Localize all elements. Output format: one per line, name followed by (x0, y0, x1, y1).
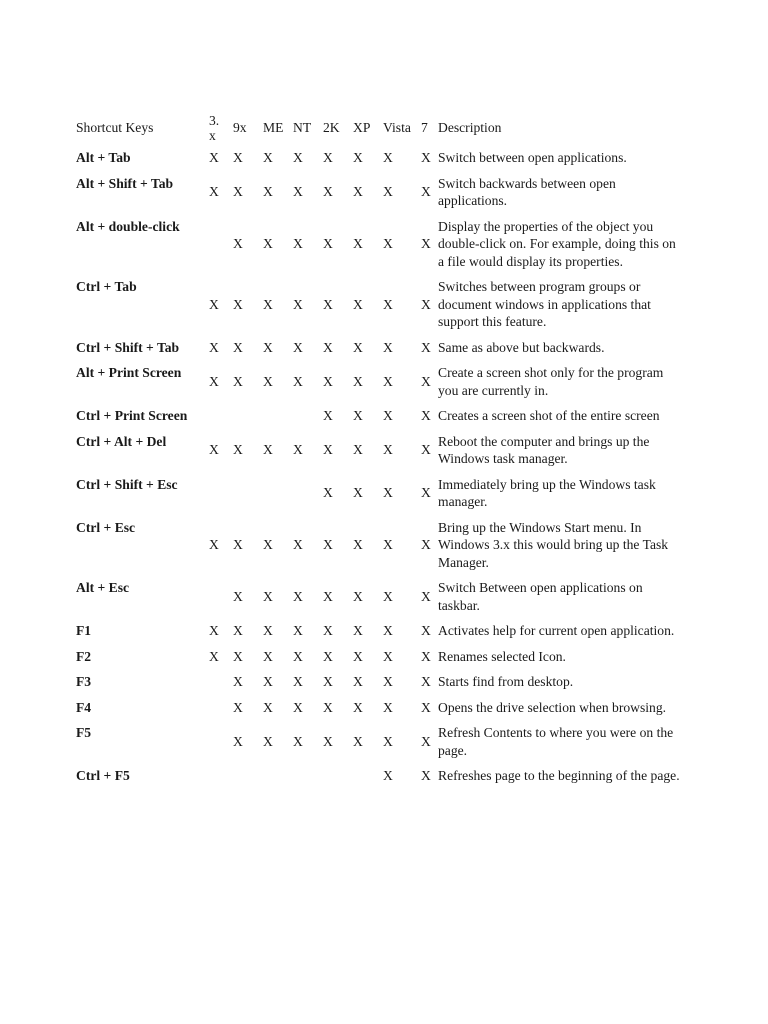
support-mark-7: X (421, 537, 431, 552)
support-mark-9x: X (233, 733, 243, 749)
shortcut-key-cell: Ctrl + Alt + Del (76, 433, 167, 449)
support-mark-2k: X (323, 184, 333, 200)
shortcut-keys-table (72, 110, 683, 790)
support-mark-nt: X (293, 236, 303, 251)
table-row (72, 336, 683, 362)
description-cell: Reboot the computer and brings up the Windows task manager. (438, 433, 650, 466)
support-mark-vista: X (383, 537, 393, 552)
support-mark-xp: X (353, 588, 363, 604)
shortcut-key-cell: Ctrl + F5 (76, 768, 130, 783)
description-cell: Starts find from desktop. (438, 674, 574, 689)
support-mark-xp: X (353, 537, 363, 552)
support-mark-9x: X (233, 236, 243, 251)
support-mark-3x: X (209, 150, 219, 165)
support-mark-7: X (421, 296, 431, 312)
support-mark-vista: X (383, 150, 393, 165)
support-mark-9x (229, 473, 259, 516)
support-mark-2k (319, 764, 349, 790)
support-mark-xp: X (353, 485, 363, 501)
shortcut-key-cell: Alt + Esc (76, 580, 130, 595)
support-mark-nt: X (293, 296, 303, 312)
support-mark-me: X (263, 648, 273, 664)
support-mark-3x: X (209, 296, 219, 312)
description-cell: Switch between open applications. (438, 150, 627, 165)
shortcut-key-cell: Ctrl + Shift + Tab (76, 339, 180, 355)
description-cell: Refreshes page to the beginning of the page. (438, 768, 680, 783)
shortcut-key-cell: F1 (76, 623, 92, 638)
support-mark-2k: X (323, 733, 333, 749)
support-mark-3x: X (209, 623, 219, 638)
support-mark-9x: X (233, 373, 243, 389)
table-row (72, 473, 683, 516)
support-mark-nt: X (293, 733, 303, 749)
support-mark-vista: X (383, 485, 393, 501)
description-cell: Create a screen shot only for the program you are currently in. (438, 365, 664, 398)
support-mark-me: X (263, 588, 273, 604)
support-mark-7: X (421, 648, 431, 664)
support-mark-nt (289, 473, 319, 516)
support-mark-2k: X (323, 442, 333, 458)
support-mark-7: X (421, 339, 431, 355)
support-mark-3x: X (209, 537, 219, 552)
support-mark-2k: X (323, 150, 333, 165)
support-mark-nt: X (293, 373, 303, 389)
support-mark-vista: X (383, 648, 393, 664)
support-mark-3x (205, 721, 229, 764)
support-mark-vista: X (383, 339, 393, 355)
support-mark-nt: X (293, 339, 303, 355)
table-row (72, 696, 683, 722)
support-mark-7: X (421, 768, 431, 783)
shortcut-key-cell: Alt + Shift + Tab (76, 175, 174, 191)
support-mark-nt: X (293, 150, 303, 165)
support-mark-7: X (421, 184, 431, 200)
support-mark-9x (229, 404, 259, 430)
table-row (72, 361, 683, 404)
table-row (72, 670, 683, 696)
shortcut-key-cell: F3 (76, 674, 92, 689)
description-cell: Display the properties of the object you double-click on. For example, doing this on a file would display its properties. (438, 218, 676, 269)
support-mark-vista: X (383, 768, 393, 783)
support-mark-3x: X (209, 442, 219, 458)
support-mark-me: X (263, 674, 273, 689)
header-os-vista: Vista (383, 120, 411, 136)
support-mark-3x (205, 473, 229, 516)
description-cell: Switch Between open applications on taskbar. (438, 580, 643, 613)
support-mark-vista: X (383, 184, 393, 200)
support-mark-me: X (263, 623, 273, 638)
header-os-me: ME (263, 120, 284, 136)
support-mark-2k: X (323, 588, 333, 604)
support-mark-9x: X (233, 150, 243, 165)
support-mark-2k: X (323, 296, 333, 312)
description-cell: Switch backwards between open applications. (438, 175, 616, 208)
support-mark-7: X (421, 408, 431, 423)
support-mark-me: X (263, 236, 273, 251)
support-mark-9x: X (233, 648, 243, 664)
table-row (72, 404, 683, 430)
table-row (72, 764, 683, 790)
support-mark-me: X (263, 150, 273, 165)
shortcut-key-cell: Ctrl + Tab (76, 279, 137, 294)
description-cell: Switches between program groups or document windows in applications that support this feature. (438, 279, 651, 329)
support-mark-7: X (421, 699, 431, 715)
support-mark-9x: X (233, 296, 243, 312)
support-mark-vista: X (383, 733, 393, 749)
table-body (72, 146, 683, 790)
support-mark-nt: X (293, 674, 303, 689)
support-mark-xp: X (353, 408, 363, 423)
header-os-9x: 9x (233, 120, 247, 136)
support-mark-2k: X (323, 648, 333, 664)
support-mark-7: X (421, 588, 431, 604)
header-description: Description (438, 120, 502, 136)
support-mark-3x (205, 696, 229, 722)
support-mark-9x: X (233, 442, 243, 458)
support-mark-vista: X (383, 442, 393, 458)
support-mark-me: X (263, 733, 273, 749)
shortcut-key-cell: Ctrl + Esc (76, 519, 136, 535)
support-mark-3x: X (209, 648, 219, 664)
support-mark-2k: X (323, 485, 333, 501)
support-mark-xp: X (353, 699, 363, 715)
support-mark-3x (205, 404, 229, 430)
shortcut-key-cell: Ctrl + Shift + Esc (76, 476, 178, 492)
description-cell: Activates help for current open application. (438, 623, 675, 638)
shortcut-key-cell: F4 (76, 699, 92, 715)
support-mark-nt: X (293, 699, 303, 715)
description-cell: Bring up the Windows Start menu. In Windows 3.x this would bring up the Task Manager. (438, 519, 669, 570)
support-mark-xp: X (353, 296, 363, 312)
support-mark-2k: X (323, 699, 333, 715)
support-mark-vista: X (383, 373, 393, 389)
support-mark-xp: X (353, 648, 363, 664)
table-header-row (72, 110, 683, 146)
support-mark-3x: X (209, 373, 219, 389)
shortcut-key-cell: Alt + Tab (76, 150, 131, 165)
support-mark-3x (205, 215, 229, 276)
support-mark-7: X (421, 733, 431, 749)
support-mark-nt: X (293, 588, 303, 604)
header-shortcut-keys: Shortcut Keys (76, 120, 154, 136)
support-mark-nt: X (293, 184, 303, 200)
support-mark-vista: X (383, 408, 393, 423)
shortcut-key-cell: Alt + Print Screen (76, 365, 182, 380)
shortcut-key-cell: Ctrl + Print Screen (76, 408, 188, 423)
support-mark-2k: X (323, 236, 333, 251)
table-row (72, 619, 683, 645)
support-mark-nt: X (293, 623, 303, 638)
shortcut-key-cell: Alt + double-click (76, 218, 180, 234)
support-mark-me: X (263, 373, 273, 389)
support-mark-vista: X (383, 623, 393, 638)
support-mark-2k: X (323, 623, 333, 638)
support-mark-xp: X (353, 623, 363, 638)
support-mark-me: X (263, 339, 273, 355)
support-mark-vista: X (383, 674, 393, 689)
support-mark-9x: X (233, 339, 243, 355)
support-mark-3x (205, 764, 229, 790)
support-mark-xp: X (353, 184, 363, 200)
support-mark-nt: X (293, 648, 303, 664)
support-mark-7: X (421, 442, 431, 458)
support-mark-xp: X (353, 442, 363, 458)
support-mark-2k: X (323, 408, 333, 423)
support-mark-7: X (421, 150, 431, 165)
description-cell: Same as above but backwards. (438, 339, 605, 355)
table-row (72, 275, 683, 336)
table-row (72, 576, 683, 619)
support-mark-xp: X (353, 236, 363, 251)
header-os-3x (205, 110, 229, 146)
table-row (72, 215, 683, 276)
table-row (72, 430, 683, 473)
support-mark-vista: X (383, 699, 393, 715)
support-mark-2k: X (323, 339, 333, 355)
support-mark-vista: X (383, 236, 393, 251)
support-mark-9x: X (233, 699, 243, 715)
support-mark-me: X (263, 537, 273, 552)
support-mark-7: X (421, 485, 431, 501)
support-mark-me (259, 404, 289, 430)
support-mark-vista: X (383, 588, 393, 604)
table-row (72, 146, 683, 172)
support-mark-me: X (263, 184, 273, 200)
table-row (72, 645, 683, 671)
support-mark-vista: X (383, 296, 393, 312)
support-mark-9x: X (233, 623, 243, 638)
support-mark-7: X (421, 373, 431, 389)
support-mark-xp: X (353, 674, 363, 689)
support-mark-9x: X (233, 184, 243, 200)
support-mark-9x: X (233, 674, 243, 689)
support-mark-nt (289, 764, 319, 790)
support-mark-7: X (421, 623, 431, 638)
support-mark-9x: X (233, 537, 243, 552)
support-mark-me: X (263, 442, 273, 458)
support-mark-xp: X (353, 150, 363, 165)
table-row (72, 721, 683, 764)
support-mark-me: X (263, 296, 273, 312)
description-cell: Creates a screen shot of the entire screen (438, 408, 660, 423)
table-row (72, 516, 683, 577)
support-mark-xp: X (353, 339, 363, 355)
support-mark-me: X (263, 699, 273, 715)
support-mark-nt (289, 404, 319, 430)
support-mark-3x: X (209, 184, 219, 200)
shortcut-key-cell: F5 (76, 725, 92, 740)
support-mark-7: X (421, 236, 431, 251)
support-mark-2k: X (323, 674, 333, 689)
support-mark-me (259, 764, 289, 790)
header-os-7: 7 (421, 120, 428, 136)
description-cell: Opens the drive selection when browsing. (438, 699, 667, 715)
support-mark-2k: X (323, 373, 333, 389)
support-mark-9x (229, 764, 259, 790)
header-os-3x-label: 3. x (209, 113, 220, 143)
support-mark-3x (205, 670, 229, 696)
support-mark-3x: X (209, 339, 219, 355)
header-os-xp: XP (353, 120, 371, 136)
support-mark-nt: X (293, 442, 303, 458)
support-mark-xp: X (353, 733, 363, 749)
table-row (72, 172, 683, 215)
support-mark-7: X (421, 674, 431, 689)
description-cell: Immediately bring up the Windows task manager. (438, 476, 656, 509)
description-cell: Refresh Contents to where you were on the page. (438, 725, 674, 758)
support-mark-2k: X (323, 537, 333, 552)
description-cell: Renames selected Icon. (438, 648, 566, 664)
header-os-nt: NT (293, 120, 312, 136)
support-mark-nt: X (293, 537, 303, 552)
support-mark-9x: X (233, 588, 243, 604)
shortcut-key-cell: F2 (76, 648, 92, 664)
support-mark-xp (349, 764, 379, 790)
support-mark-xp: X (353, 373, 363, 389)
support-mark-3x (205, 576, 229, 619)
support-mark-me (259, 473, 289, 516)
header-os-2k: 2K (323, 120, 340, 136)
